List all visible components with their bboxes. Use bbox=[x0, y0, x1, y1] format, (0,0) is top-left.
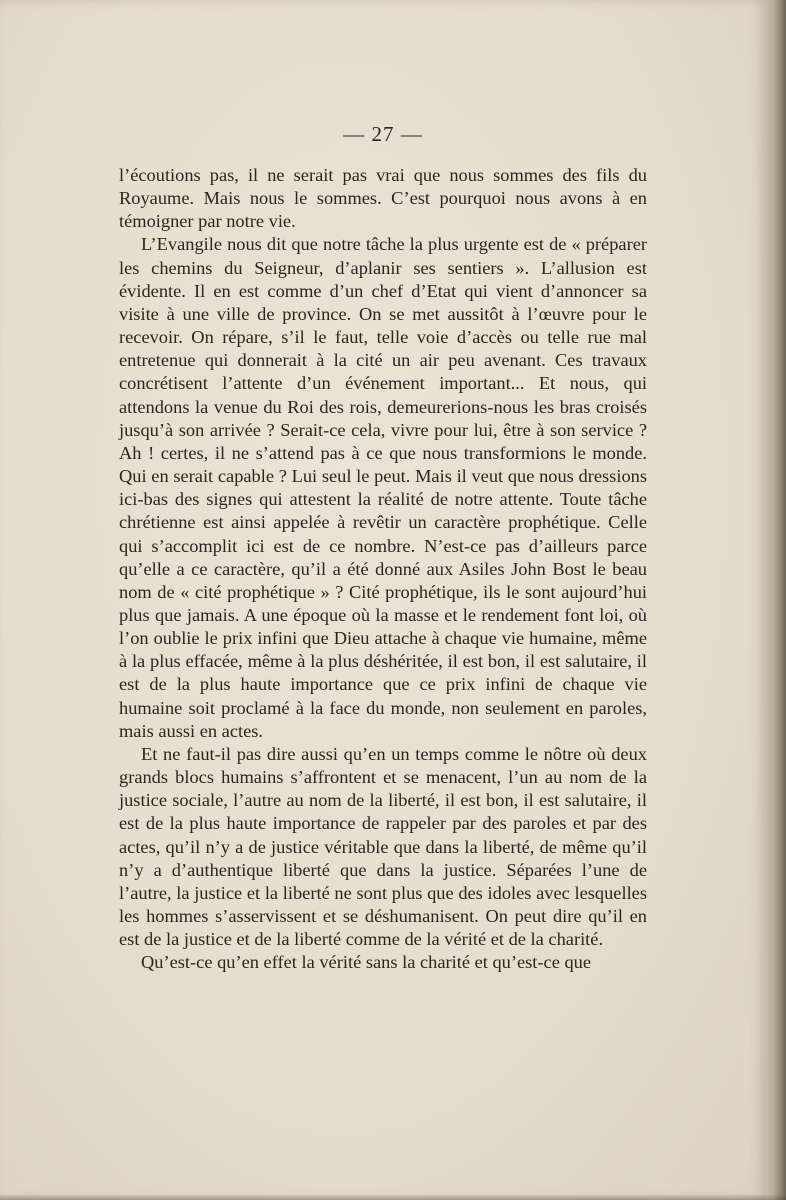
paragraph-1: l’écoutions pas, il ne serait pas vrai que nous sommes des fils du Royaume. Mais nous le sommes. C’est pourquoi nous avons à en témoigner par notre vie. bbox=[119, 165, 647, 232]
paragraph-4: Qu’est-ce qu’en effet la vérité sans la charité et qu’est-ce que bbox=[141, 952, 592, 973]
paragraph-3: Et ne faut-il pas dire aussi qu’en un temps comme le nôtre où deux grands blocs humains s’affrontent et se menacent, l’un au nom de la justice sociale, l’autre au nom de la liberté, il est bon, il est salutaire, il est de la plus haute importance de rappeler par des paroles et par des actes, qu’il n’y a de justice véritable que dans la liberté, de même qu’il n’y a d’authentique liberté que dans la justice. Séparées l’une de l’autre, la justice et la liberté ne sont plus que des idoles avec lesquelles les hommes s’asservissent et se déshumanisent. On peut dire qu’il en est de la justice et de la liberté comme de la vérité et de la charité. bbox=[119, 743, 647, 950]
body-text bbox=[119, 164, 647, 974]
paragraph-2: L’Evangile nous dit que notre tâche la plus urgente est de « préparer les chemins du Seigneur, d’aplanir ses sentiers ». L’allusion est évidente. Il en est comme d’un chef d’Etat qui vient d’annoncer sa visite à une ville de province. On se met aussitôt à l’œuvre pour le recevoir. On répare, s’il le faut, telle voie d’accès ou telle rue mal entretenue qui donnerait à la cité un air peu avenant. Ces travaux concrétisent l’attente d’un événement important... Et nous, qui attendons la venue du Roi des rois, demeurerions-nous les bras croisés jusqu’à son arrivée ? Serait-ce cela, vivre pour lui, être à son service ? Ah ! certes, il ne s’attend pas à ce que nous transformions le monde. Qui en serait capable ? Lui seul le peut. Mais il veut que nous dressions ici-bas des signes qui attestent la réalité de notre attente. Toute tâche chrétienne est ainsi appelée à revêtir un caractère prophétique. Celle qui s’accomplit ici est de ce nombre. N’est-ce pas d’ailleurs parce qu’elle a ce caractère, qu’il a été donné aux Asiles John Bost le beau nom de « cité prophétique » ? Cité prophétique, ils le sont aujourd’hui plus que jamais. A une époque où la masse et le rendement font loi, où l’on oublie le prix infini que Dieu attache à chaque vie humaine, même à la plus effacée, même à la plus déshéritée, il est bon, il est salutaire, il est de la plus haute importance que ce prix infini de chaque vie humaine soit proclamé à la face du monde, non seulement en paroles, mais aussi en actes. bbox=[119, 234, 647, 741]
page-number: — 27 — bbox=[343, 122, 423, 146]
page-edge-shadow bbox=[766, 0, 786, 1200]
page-bottom-shadow bbox=[0, 1194, 786, 1200]
